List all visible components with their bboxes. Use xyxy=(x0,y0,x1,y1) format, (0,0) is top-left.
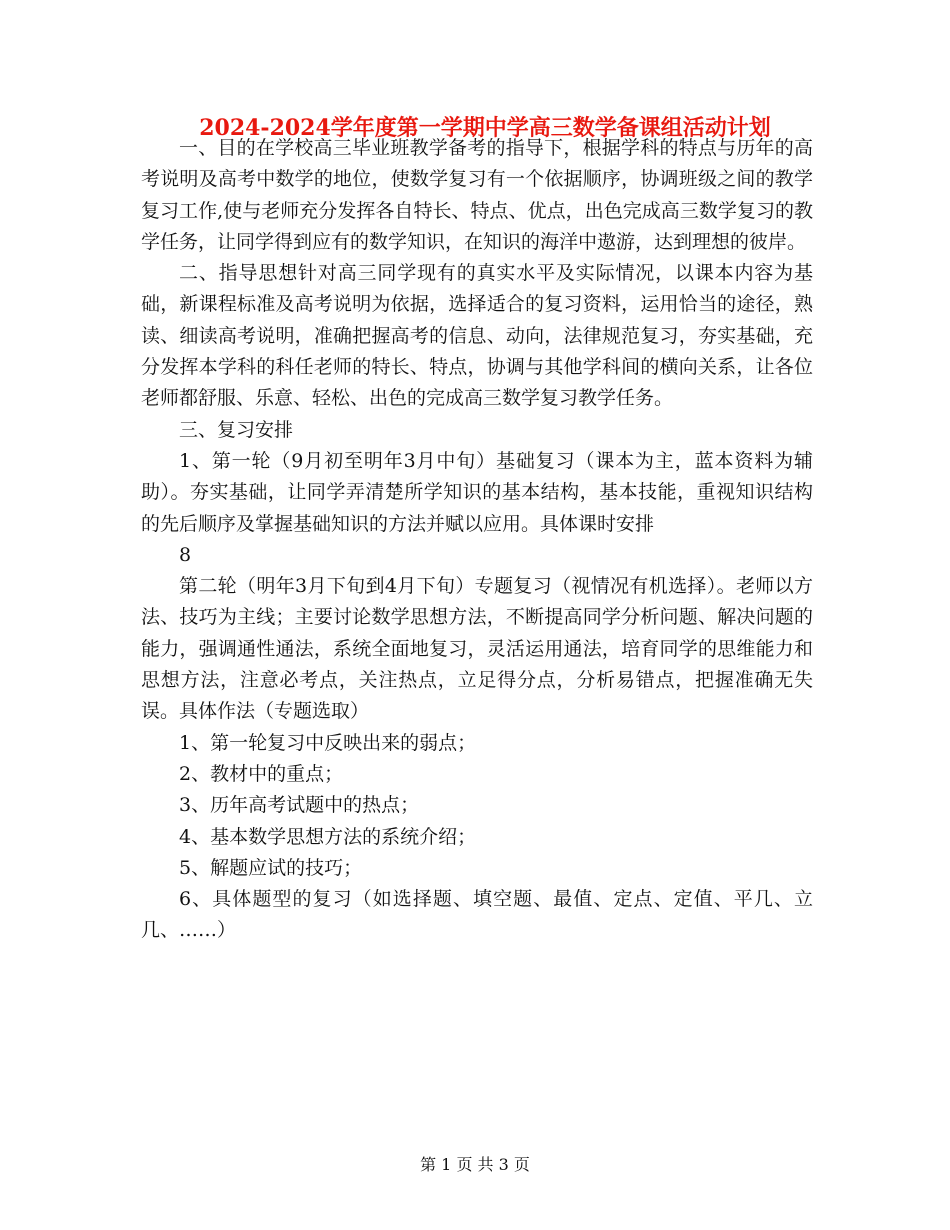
paragraph-second-round: 第二轮（明年3月下旬到4月下旬）专题复习（视情况有机选择）。老师以方法、技巧为主线；主要讨论数学思想方法，不断提高同学分析问题、解决问题的能力，强调通性通法，系统全面地复习，灵活运用通法，培育同学的思维能力和思想方法，注意必考点，关注热点，立足得分点，分析易错点，把握准确无失误。具体作法（专题选取） xyxy=(141,575,813,723)
paragraph-number: 8 xyxy=(179,543,192,566)
paragraph-first-round: 1、第一轮（9月初至明年3月中旬）基础复习（课本为主，蓝本资料为辅助）。夯实基础，让同学弄清楚所学知识的基本结构，基本技能，重视知识结构的先后顺序及掌握基础知识的方法并赋以应用。具体课时安排 xyxy=(141,449,813,535)
document-title: 2024-2024学年度第一学期中学高三数学备课组活动计划 xyxy=(199,115,771,141)
list-item: 2、教材中的重点； xyxy=(179,762,344,785)
page-footer: 第 1 页 共 3 页 xyxy=(420,1155,530,1174)
paragraph-review-heading: 三、复习安排 xyxy=(179,418,294,441)
list-item: 5、解题应试的技巧； xyxy=(179,856,363,879)
list-item: 6、具体题型的复习（如选择题、填空题、最值、定点、定值、平几、立几、……） xyxy=(141,888,813,942)
paragraph-guiding-idea: 二、指导思想针对高三同学现有的真实水平及实际情况，以课本内容为基础，新课程标准及高考说明为依据，选择适合的复习资料，运用恰当的途径，熟读、细读高考说明，准确把握高考的信息、动向，法律规范复习，夯实基础，充分发挥本学科的科任老师的特长、特点，协调与其他学科间的横向关系，让各位老师都舒服、乐意、轻松、出色的完成高三数学复习教学任务。 xyxy=(141,262,813,410)
paragraph-purpose: 一、目的在学校高三毕业班教学备考的指导下，根据学科的特点与历年的高考说明及高考中数学的地位，使数学复习有一个依据顺序，协调班级之间的教学复习工作,使与老师充分发挥各自特长、特点、优点，出色完成高三数学复习的教学任务，让同学得到应有的数学知识，在知识的海洋中遨游，达到理想的彼岸。 xyxy=(141,137,813,253)
document-body xyxy=(141,133,813,947)
list-item: 4、基本数学思想方法的系统介绍； xyxy=(179,825,477,848)
list-item: 3、历年高考试题中的热点； xyxy=(179,794,420,817)
list-item: 1、第一轮复习中反映出来的弱点； xyxy=(179,731,477,754)
